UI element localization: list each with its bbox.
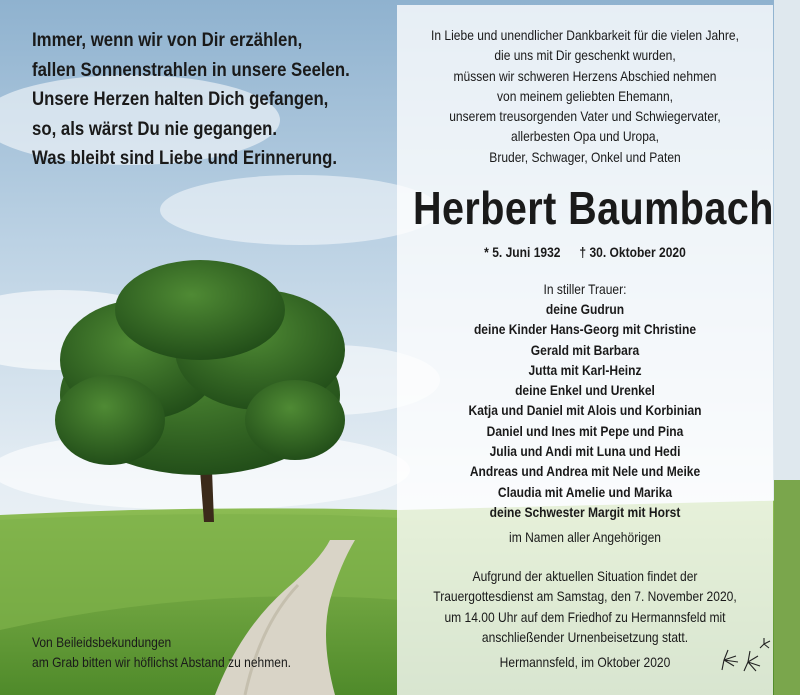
mourner-entry: Gerald mit Barbara: [530, 341, 640, 358]
mourners-footer: im Namen aller Angehörigen: [509, 529, 661, 545]
intro-line: allerbesten Opa und Uropa,: [511, 128, 659, 145]
poem: [32, 26, 350, 174]
place-date-signoff: Hermannsfeld, im Oktober 2020: [499, 654, 671, 670]
condolence-note: [32, 633, 291, 672]
poem-line: so, als wärst Du nie gegangen.: [32, 117, 278, 140]
notice-line: Aufgrund der aktuellen Situation findet der: [472, 568, 698, 584]
birth-date: * 5. Juni 1932: [484, 244, 561, 260]
mourner-entry: deine Gudrun: [545, 301, 625, 317]
intro-text: [413, 25, 757, 167]
notice-line: Trauergottesdienst am Samstag, den 7. November 2020,: [433, 588, 737, 605]
notice-line: um 14.00 Uhr auf dem Friedhof zu Hermannsfeld mit: [444, 608, 726, 625]
intro-line: Bruder, Schwager, Onkel und Paten: [489, 148, 681, 165]
mourners-heading: In stiller Trauer:: [543, 281, 627, 297]
poem-line: Unsere Herzen halten Dich gefangen,: [32, 88, 329, 110]
mourner-entry: Daniel und Ines mit Pepe und Pina: [486, 422, 684, 439]
condolence-line: Von Beileidsbekundungen: [32, 634, 172, 650]
intro-line: müssen wir schweren Herzens Abschied nehmen: [453, 67, 717, 84]
mourner-entry: Claudia mit Amelie und Marika: [497, 483, 673, 500]
mourner-entry: deine Kinder Hans-Georg mit Christine: [473, 321, 697, 338]
poem-line: Immer, wenn wir von Dir erzählen,: [32, 29, 303, 51]
mourner-entry: Katja und Daniel mit Alois und Korbinian: [468, 402, 702, 419]
death-date: † 30. Oktober 2020: [579, 244, 686, 260]
intro-line: unserem treusorgenden Vater und Schwiegervater,: [449, 108, 721, 125]
notice-line: anschließender Urnenbeisetzung statt.: [481, 628, 689, 645]
poem-line: Was bleibt sind Liebe und Erinnerung.: [32, 147, 337, 169]
life-dates: [413, 242, 757, 262]
poem-line: fallen Sonnenstrahlen in unsere Seelen.: [32, 58, 350, 81]
intro-line: In Liebe und unendlicher Dankbarkeit für die vielen Jahre,: [431, 27, 739, 43]
funeral-notice: [413, 566, 757, 647]
dandelion-seeds-icon: [716, 636, 776, 676]
mourner-entry: Jutta mit Karl-Heinz: [528, 361, 642, 378]
condolence-line: am Grab bitten wir höflichst Abstand zu nehmen.: [32, 653, 292, 670]
intro-line: von meinem geliebten Ehemann,: [496, 87, 674, 104]
mourner-entry: Andreas und Andrea mit Nele und Meike: [469, 463, 701, 480]
deceased-name: Herbert Baumbach: [413, 182, 774, 234]
mourner-entry: deine Schwester Margit mit Horst: [489, 503, 681, 520]
mourner-entry: deine Enkel und Urenkel: [515, 382, 655, 399]
mourners-list: [413, 299, 757, 522]
mourner-entry: Julia und Andi mit Luna und Hedi: [489, 443, 681, 460]
intro-line: die uns mit Dir geschenkt wurden,: [494, 47, 676, 64]
